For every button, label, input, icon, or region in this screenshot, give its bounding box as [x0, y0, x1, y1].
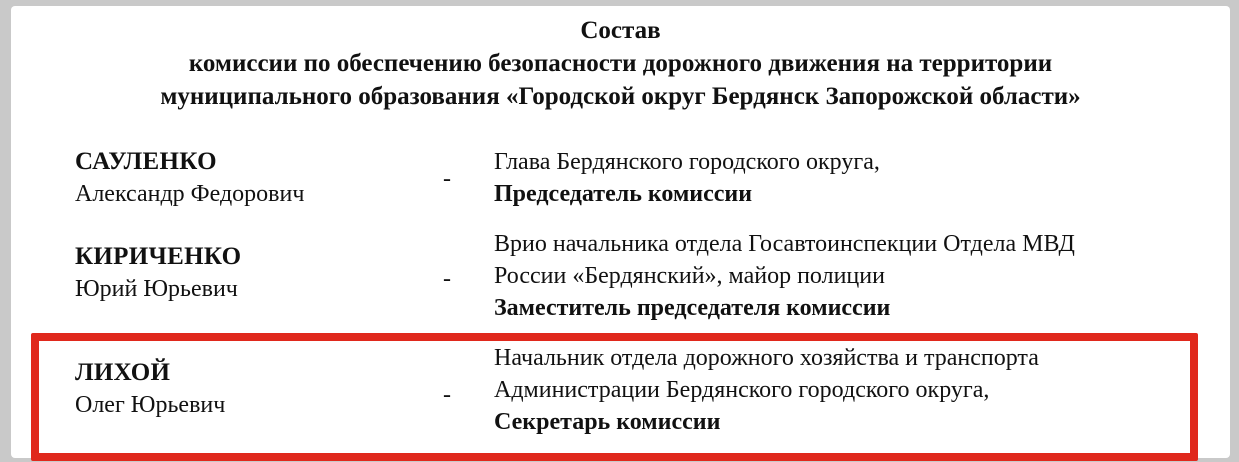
- member-dash: -: [443, 382, 451, 408]
- member-dash: -: [443, 266, 451, 292]
- member-given-names: Юрий Юрьевич: [75, 276, 238, 302]
- member-role-line: Администрации Бердянского городского округа,: [494, 377, 990, 403]
- member-surname: ЛИХОЙ: [75, 359, 171, 386]
- member-dash: -: [443, 166, 451, 192]
- member-role-line: Врио начальника отдела Госавтоинспекции Отдела МВД: [494, 231, 1075, 257]
- member-given-names: Олег Юрьевич: [75, 392, 226, 418]
- highlight-frame: [31, 333, 1198, 461]
- title-line-municipality: муниципального образования «Городской округ Бердянск Запорожской области»: [160, 83, 1081, 110]
- member-surname: САУЛЕНКО: [75, 148, 217, 175]
- document-title: [11, 14, 1230, 113]
- member-role: [494, 228, 1075, 324]
- member-role-line: Начальник отдела дорожного хозяйства и транспорта: [494, 345, 1039, 371]
- member-role-title: Секретарь комиссии: [494, 409, 721, 435]
- member-role-line: Глава Бердянского городского округа,: [494, 149, 880, 175]
- member-role: [494, 146, 880, 210]
- title-line-heading: Состав: [580, 17, 661, 44]
- member-role-title: Председатель комиссии: [494, 181, 753, 207]
- member-role-line: России «Бердянский», майор полиции: [494, 263, 885, 289]
- document-page: [11, 6, 1230, 458]
- member-role-title: Заместитель председателя комиссии: [494, 295, 891, 321]
- member-surname: КИРИЧЕНКО: [75, 243, 242, 270]
- member-given-names: Александр Федорович: [75, 181, 305, 207]
- title-line-commission: комиссии по обеспечению безопасности дорожного движения на территории: [188, 50, 1053, 77]
